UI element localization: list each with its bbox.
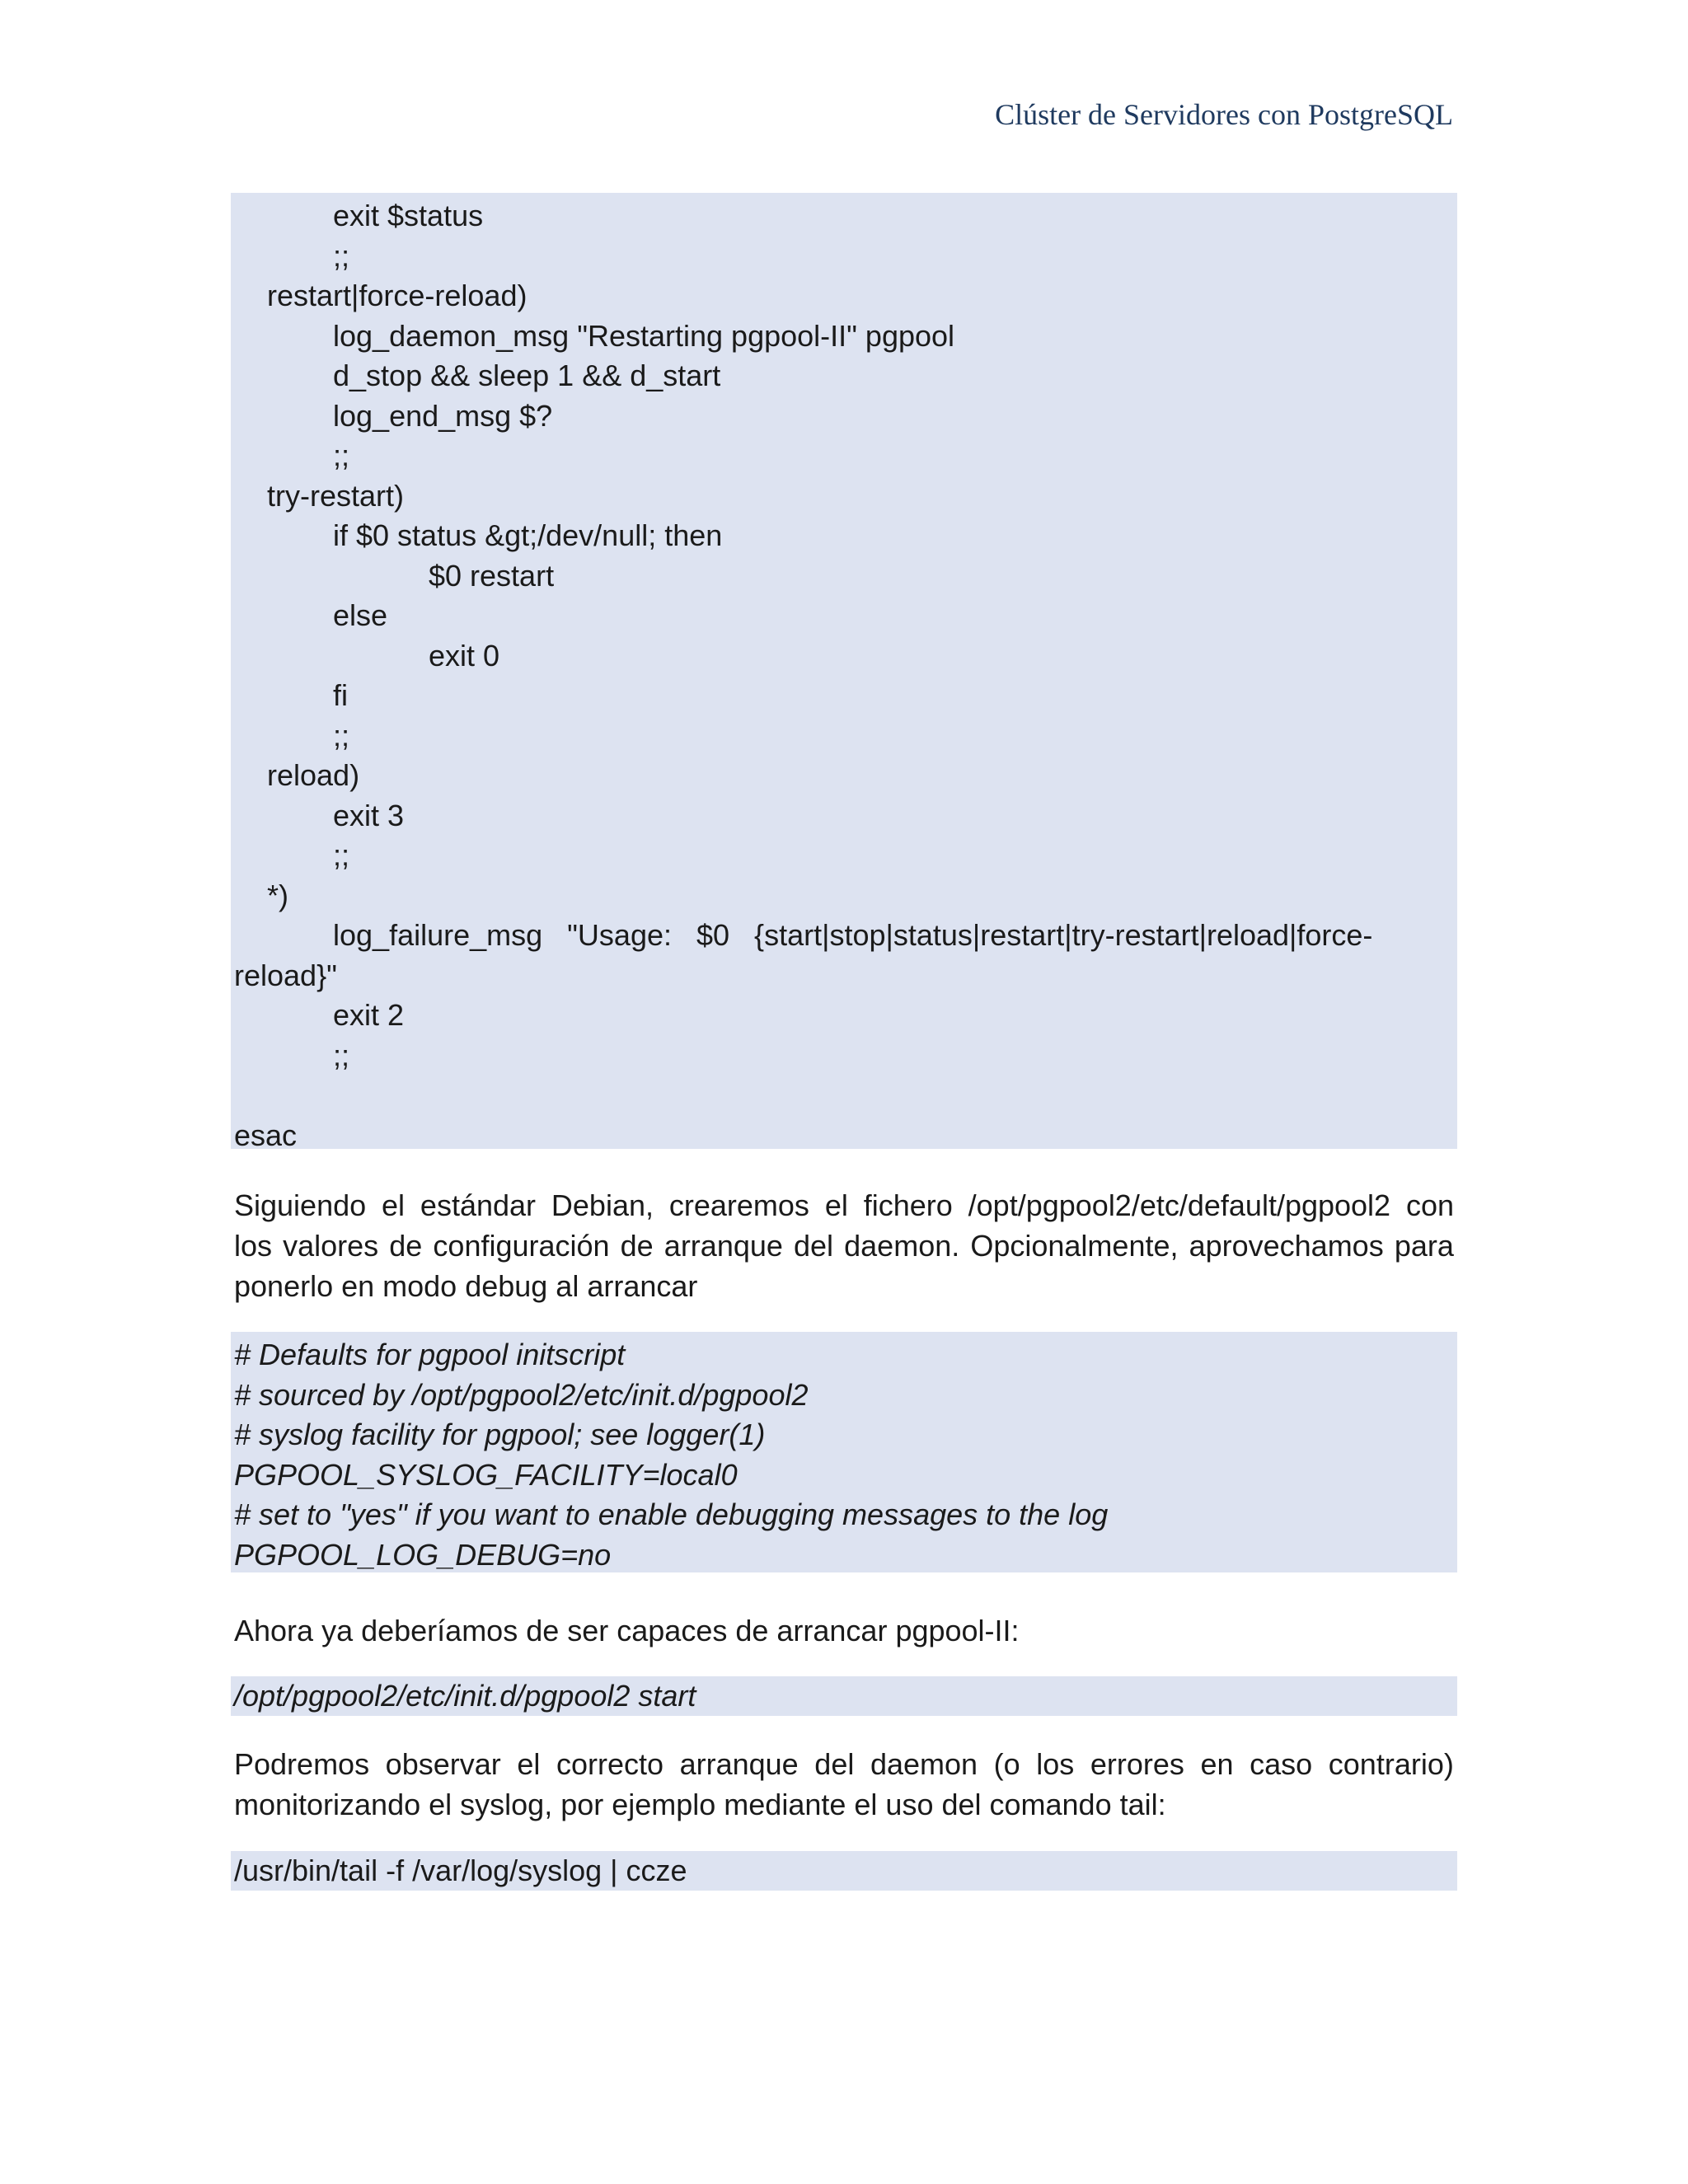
paragraph-word: fichero [863, 1188, 953, 1222]
code-line: # syslog facility for pgpool; see logger(1) [234, 1418, 766, 1451]
code-line: try-restart) [267, 478, 404, 513]
paragraph-word: arranque [679, 1747, 799, 1781]
paragraph-word: el [824, 1188, 848, 1222]
paragraph-word: con [1405, 1188, 1454, 1222]
paragraph-word: daemon [870, 1747, 978, 1781]
code-line: exit 2 [333, 998, 405, 1032]
code-line: $0 restart [429, 558, 555, 593]
paragraph-word: para [1394, 1229, 1454, 1263]
code-line: # Defaults for pgpool initscript [234, 1338, 626, 1371]
paragraph-word: caso [1250, 1747, 1313, 1781]
paragraph-word: arranque [663, 1229, 783, 1263]
paragraph-word: de [389, 1229, 423, 1263]
paragraph-word: /opt/pgpool2/etc/default/pgpool2 [968, 1188, 1391, 1222]
code-line: /opt/pgpool2/etc/init.d/pgpool2 start [234, 1679, 696, 1713]
paragraph-line: monitorizando el syslog, por ejemplo mediante el uso del comando tail: [234, 1788, 1166, 1821]
code-line: PGPOOL_LOG_DEBUG=no [234, 1537, 612, 1572]
paragraph-word: Opcionalmente, [970, 1229, 1179, 1263]
paragraph-line [234, 1185, 1454, 1226]
paragraph-line: Ahora ya deberíamos de ser capaces de arrancar pgpool-II: [234, 1614, 1020, 1647]
paragraph-word: Siguiendo [234, 1188, 367, 1222]
paragraph-word: valores [283, 1229, 379, 1263]
code-line: reload) [267, 758, 360, 792]
code-line: log_end_msg $? [333, 398, 553, 433]
paragraph-word: los [234, 1229, 273, 1263]
paragraph-word: crearemos [668, 1188, 809, 1222]
paragraph-word: daemon. [844, 1229, 960, 1263]
paragraph-word: Podremos [234, 1747, 370, 1781]
paragraph-word: aprovechamos [1189, 1229, 1384, 1263]
page-header-title: Clúster de Servidores con PostgreSQL [995, 98, 1453, 131]
paragraph-word: correcto [556, 1747, 663, 1781]
paragraph-word: configuración [433, 1229, 610, 1263]
code-line: reload}" [234, 958, 337, 992]
paragraph-word: el [382, 1188, 406, 1222]
code-line: exit 3 [333, 798, 405, 832]
paragraph-word: Debian, [551, 1188, 654, 1222]
code-block-init-script [231, 193, 1457, 1152]
code-line: # sourced by /opt/pgpool2/etc/init.d/pgpool2 [234, 1377, 809, 1412]
code-line: d_stop && sleep 1 && d_start [333, 359, 721, 392]
paragraph-line: ponerlo en modo debug al arrancar [234, 1269, 698, 1303]
paragraph-word: del [794, 1229, 834, 1263]
paragraph-word: contrario) [1328, 1747, 1454, 1781]
code-block-defaults-file [231, 1332, 1457, 1572]
paragraph-word: del [814, 1747, 855, 1781]
code-line: *) [267, 878, 288, 912]
paragraph-word: errores [1090, 1747, 1184, 1781]
code-line: exit 0 [429, 638, 500, 673]
code-line: if $0 status &gt;/dev/null; then [333, 518, 723, 552]
code-line: exit $status [333, 199, 484, 232]
paragraph-defaults-intro [234, 1185, 1454, 1306]
paragraph-line [234, 1226, 1454, 1266]
code-line: esac [234, 1118, 298, 1152]
code-line: fi [333, 678, 348, 712]
code-line: else [333, 598, 388, 632]
code-block-tail-command [231, 1851, 1457, 1891]
code-line: ;; [333, 838, 350, 872]
paragraph-start-intro [234, 1610, 1454, 1651]
paragraph-word: observar [385, 1747, 501, 1781]
code-line: ;; [333, 238, 350, 273]
paragraph-word: el [517, 1747, 541, 1781]
code-line: log_daemon_msg "Restarting pgpool-II" pgpool [333, 318, 955, 353]
code-line: # set to "yes" if you want to enable debugging messages to the log [234, 1497, 1109, 1531]
paragraph-word: en [1200, 1747, 1234, 1781]
code-line: ;; [333, 718, 350, 752]
code-line: /usr/bin/tail -f /var/log/syslog | ccze [234, 1854, 687, 1887]
paragraph-word: de [620, 1229, 654, 1263]
paragraph-word: estándar [420, 1188, 537, 1222]
code-line: log_failure_msg "Usage: $0 {start|stop|status|restart|try-restart|reload|force- [333, 918, 1373, 952]
code-block-start-command [231, 1676, 1457, 1716]
paragraph-word: (o [993, 1747, 1020, 1781]
paragraph-syslog-intro [234, 1744, 1454, 1825]
code-line: ;; [333, 438, 350, 472]
code-line: restart|force-reload) [267, 279, 528, 312]
code-line: PGPOOL_SYSLOG_FACILITY=local0 [234, 1457, 738, 1492]
paragraph-word: los [1036, 1747, 1075, 1781]
code-line: ;; [333, 1038, 350, 1072]
paragraph-line [234, 1744, 1454, 1784]
